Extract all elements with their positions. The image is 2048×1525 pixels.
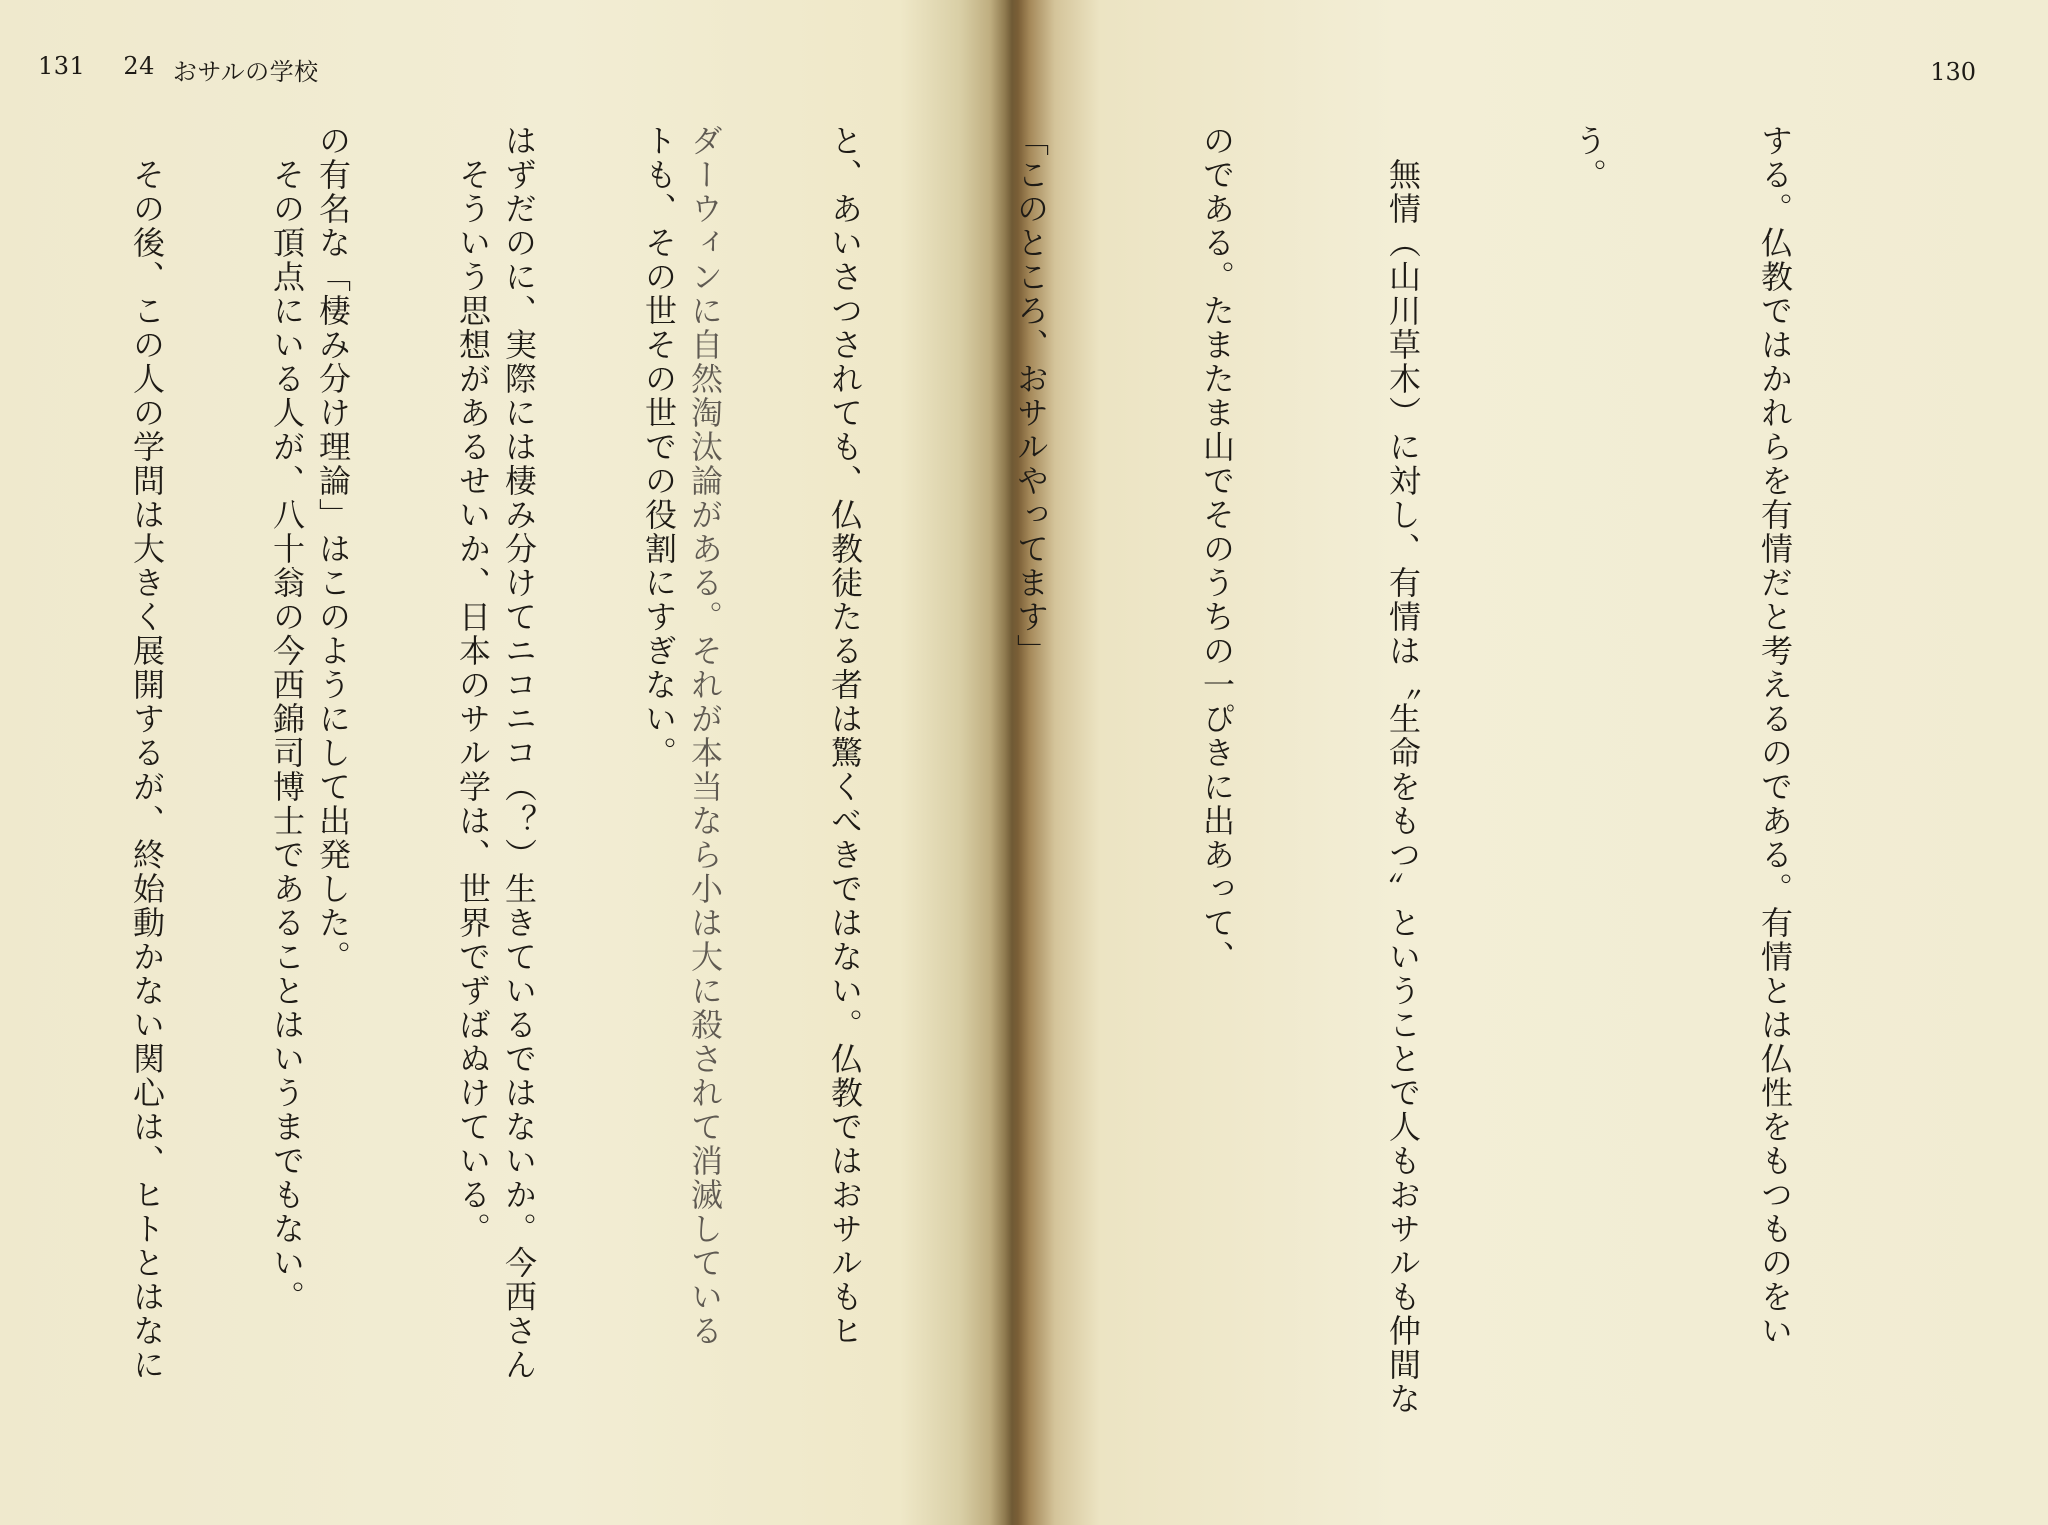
text-line: ダーウィンに自然淘汰論がある。それが本当なら小は大に殺されて消滅している (686, 124, 724, 1348)
text-line: 無情（山川草木）に対し、有情は〝生命をもつ〟ということで人もおサルも仲間な (1384, 124, 1422, 1416)
page-number-left: 131 (38, 52, 86, 80)
text-line: 「このところ、おサルやってます」 (1012, 124, 1050, 668)
running-header (38, 52, 319, 87)
chapter-number: 24 (123, 52, 155, 80)
text-line: と、あいさつされても、仏教徒たる者は驚くべきではない。仏教ではおサルもヒ (826, 124, 864, 1348)
text-line: の有名な「棲み分け理論」はこのようにして出発した。 (314, 124, 352, 974)
chapter-title: おサルの学校 (172, 58, 319, 86)
text-line: その頂点にいる人が、八十翁の今西錦司博士であることはいうまでもない。 (268, 124, 306, 1314)
chapter-heading (123, 52, 318, 87)
text-line: のである。たまたま山でそのうちの一ぴきに出あって、 (1198, 124, 1236, 974)
text-line: その後、この人の学問は大きく展開するが、終始動かない関心は、ヒトとはなに (128, 124, 166, 1382)
text-line: う。 (1570, 124, 1608, 192)
text-line: はずだのに、実際には棲み分けてニコニコ（？）生きているではないか。今西さん (500, 124, 538, 1382)
right-body-text (0, 124, 1930, 1504)
text-line: する。仏教ではかれらを有情だと考えるのである。有情とは仏性をもつものをい (1756, 124, 1794, 1348)
text-line: トも、その世その世での役割にすぎない。 (640, 124, 678, 770)
text-line: そういう思想があるせいか、日本のサル学は、世界でずばぬけている。 (454, 124, 492, 1246)
text-line (0, 124, 8, 1504)
page-number-right: 130 (1930, 58, 1976, 86)
